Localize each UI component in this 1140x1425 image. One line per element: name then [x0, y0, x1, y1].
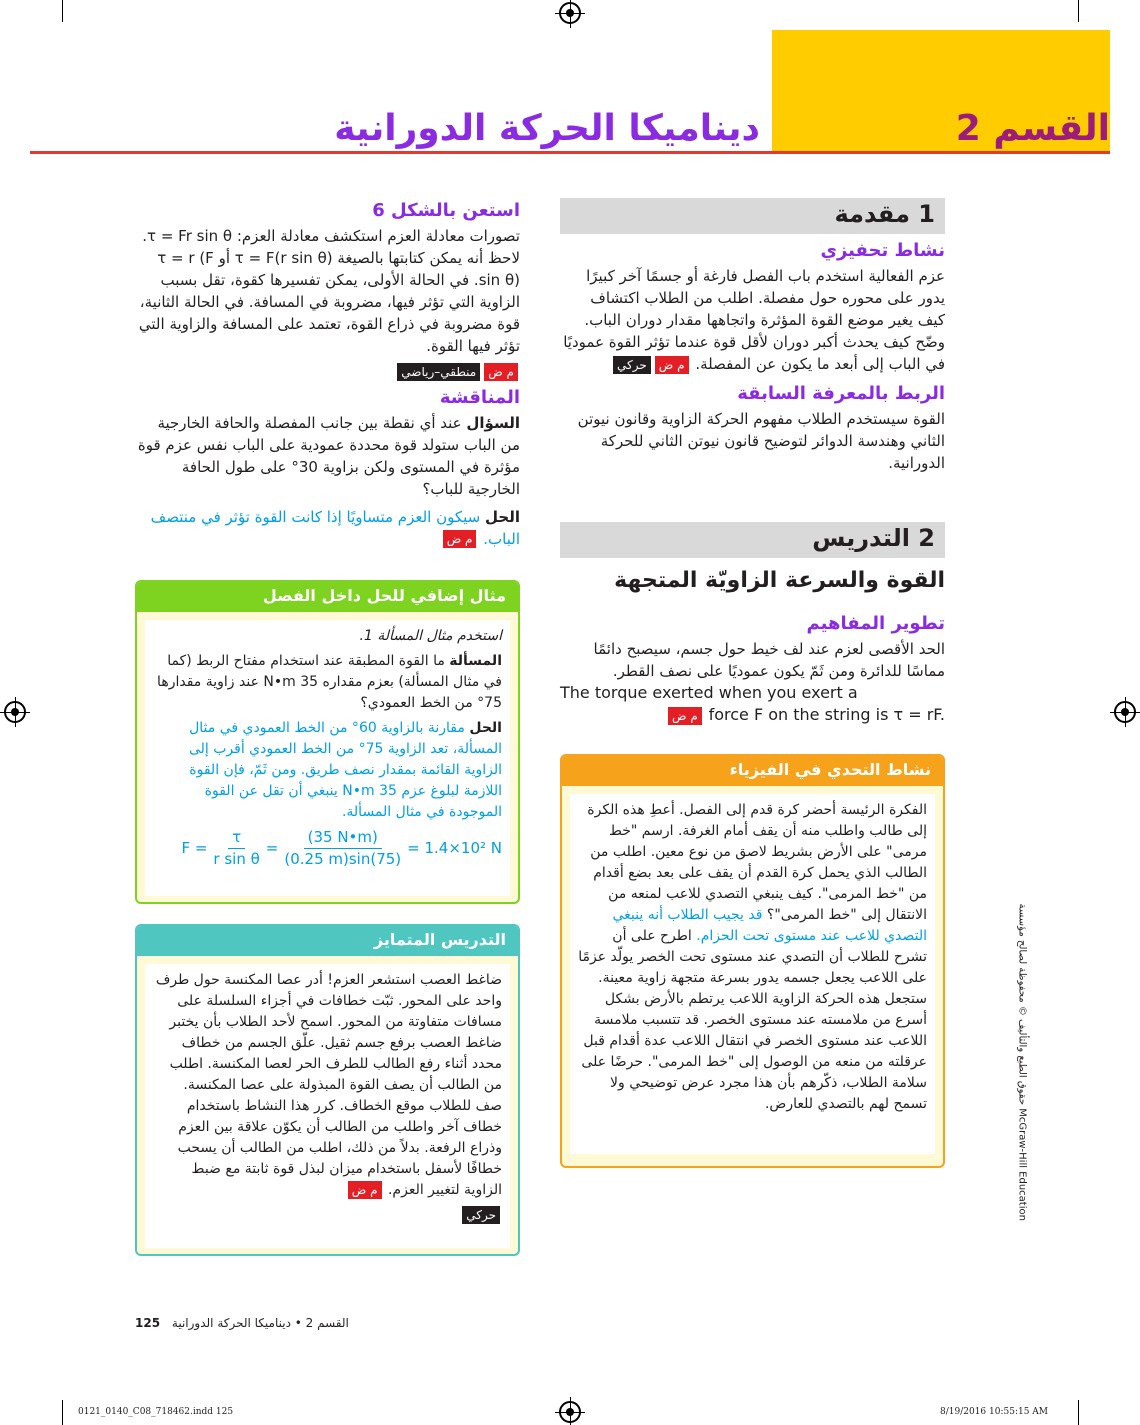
discussion-answer — [135, 506, 520, 550]
tag-ms: م ض — [484, 363, 518, 381]
formula-result: = 1.4×10² N — [407, 839, 502, 857]
figure-section — [135, 200, 520, 550]
physics-text-1: الفكرة الرئيسة أحضر كرة قدم إلى الفصل. أعطِ هذه الكرة إلى طالب واطلب منه أن يقف أمام الغرفة. ارسم "خط مرمى" على الأرض بشريط لاصق من نوع معين. اطلب من الطالب الذي يحمل كرة القدم أن يقف على بعد بضع أقدام من "خط المرمى". كيف ينبغي التصدي للاعب لمنعه من الانتقال إلى "خط المرمى"؟ — [587, 802, 927, 923]
prior-knowledge-heading: الربط بالمعرفة السابقة — [737, 383, 945, 404]
section-1-content — [560, 240, 945, 474]
concepts-formula-text: force F on the string is τ = rF. — [708, 705, 945, 724]
example-formula — [153, 827, 502, 870]
example-title: مثال إضافي للحل داخل الفصل — [137, 582, 518, 612]
question-label: السؤال — [466, 413, 520, 432]
differentiated-title: التدريس المتمايز — [137, 926, 518, 956]
section-2-header: 2 التدريس — [560, 522, 945, 558]
page-number: 125 — [135, 1316, 161, 1330]
prior-knowledge-body: القوة سيستخدم الطلاب مفهوم الحركة الزاوية وقانون نيوتن الثاني وهندسة الدوائر لتوضيح قانون نيوتن الثاني للحركة الدورانية. — [577, 410, 945, 472]
physics-answer: قد يجيب الطلاب أنه ينبغي التصدي للاعب عند مستوى تحت الحزام. — [612, 907, 927, 944]
physics-challenge-title: نشاط التحدي في الفيزياء — [562, 756, 943, 786]
copyright-side — [1012, 903, 1032, 1268]
example-intro: استخدم مثال المسألة 1. — [359, 628, 502, 644]
concepts-body-ar: الحد الأقصى لعزم عند لف خيط حول جسم، سيصبح دائمًا مماسًا للدائرة ومن ثَمّ يكون عموديًا على نصف القطر. — [593, 640, 945, 680]
example-a-label: الحل — [469, 720, 502, 736]
physics-challenge-body — [570, 794, 935, 1154]
registration-mark-icon — [559, 1401, 581, 1423]
formula-num-2: (35 N•m) — [304, 827, 382, 849]
tag-kinesthetic: حركي — [613, 356, 651, 374]
activity-body — [560, 265, 945, 375]
section-2-subtitle: القوة والسرعة الزاويّة المتجهة — [614, 568, 945, 593]
formula-num-1: τ — [228, 827, 245, 849]
concepts-body-en: The torque exerted when you exert a — [560, 683, 858, 702]
question-text: عند أي نقطة بين جانب المفصلة والحافة الخارجية من الباب ستولد قوة محددة عمودية على الباب نفس عزم قوة مؤثرة في المستوى ولكن بزاوية 30° على طول الحافة الخارجية للباب؟ — [137, 413, 520, 498]
crop-mark — [1078, 0, 1079, 22]
print-date-info: 8/19/2016 10:55:15 AM — [940, 1407, 1049, 1417]
example-question — [153, 651, 502, 714]
tag-ms: م ض — [443, 530, 477, 548]
physics-challenge-box — [560, 754, 945, 1168]
crop-mark — [62, 0, 63, 22]
example-a-text: مقارنة بالزاوية 60° من الخط العمودي في مثال المسألة، تعد الزاوية 75° من الخط العمودي أقرب إلى الزاوية القائمة بمقدار نصف طريق. ومن ثَمّ، فإن القوة اللازمة لبلوغ عزم 35 N•m ينبغي أن تقل عن القوة الموجودة في مثال المسألة. — [188, 720, 502, 820]
figure-heading: استعن بالشكل 6 — [372, 200, 520, 221]
tag-kinesthetic: حركي — [462, 1206, 500, 1224]
answer-label: الحل — [485, 507, 520, 526]
formula-lhs: F = — [181, 839, 208, 857]
registration-mark-icon — [4, 701, 26, 723]
formula-den-1: r sin θ — [213, 850, 260, 868]
example-q-text: ما القوة المطبقة عند استخدام مفتاح الربط (كما في مثال المسألة) بعزم مقداره 35 N•m عند زاوية مقدارها 75° من الخط العمودي؟ — [157, 653, 502, 711]
section-2-content — [560, 568, 945, 726]
activity-text: عزم الفعالية استخدم باب الفصل فارغة أو جسمًا آخر كبيرًا يدور على محوره حول مفصلة. اطلب من الطلاب اكتشاف كيف يغير موضع القوة المؤثرة واتجاهها مقدار دوران الباب. وضّح كيف يحدث أكبر دوران لأقل قوة عندما تؤثر القوة عموديًا في الباب إلى أبعد ما يكون عن المفصلة. — [563, 267, 945, 373]
example-q-label: المسألة — [449, 653, 502, 669]
figure-body: تصورات معادلة العزم استكشف معادلة العزم: τ = Fr sin θ. لاحظ أنه يمكن كتابتها بالصيغة τ = F(r sin θ) أو τ = r (F sin θ). في الحالة الأولى، يمكن تفسيرها كقوة، تقل بسبب الزاوية التي تؤثر فيها، مضروبة في المسافة. في الحالة الثانية، قوة مضروبة في ذراع القوة، تعتمد على المسافة والزاوية التي تؤثر فيها القوة. — [138, 227, 520, 355]
formula-eq: = — [265, 839, 279, 857]
formula-den-2: (0.25 m)sin(75) — [284, 850, 402, 868]
activity-heading: نشاط تحفيزي — [820, 240, 945, 261]
example-answer — [153, 718, 502, 823]
tag-logical: منطقي–رياضي — [397, 363, 480, 381]
crop-mark — [62, 1400, 63, 1425]
differentiated-text: ضاغط العصب استشعر العزم! أدر عصا المكنسة حول طرف واحد على المحور. ثبّت خطافات في أجزاء السلسلة على مسافات متفاوتة من المحور. اسمح لأحد الطلاب بأن يختبر ضاغط العصب برفع جسم ثقيل. علّق الجسم من خطاف محدد أثناء رفع الطالب للطرف الحر لعصا المكنسة. اطلب من الطالب أن يصف القوة المبذولة على عصا المكنسة. صف للطلاب موقع الخطاف. كرر هذا النشاط باستخدام خطاف آخر واطلب من الطالب أن يكوّن علاقة بين العزم وذراع الرفعة. بدلاً من ذلك، اطلب من الطالب أن يسحب خطافًا لأسفل باستخدام ميزان لبذل قوة ثابتة مع ضبط الزاوية لتغيير العزم. — [155, 972, 502, 1198]
section-1-header: 1 مقدمة — [560, 198, 945, 234]
concepts-heading: تطوير المفاهيم — [806, 613, 945, 634]
registration-mark-icon — [1114, 701, 1136, 723]
print-file-info: 0121_0140_C08_718462.indd 125 — [78, 1407, 234, 1417]
chapter-rule — [30, 151, 1110, 154]
chapter-title: ديناميكا الحركة الدورانية — [334, 108, 760, 149]
copyright-text: حقوق الطبع والتأليف © محفوظة لصالح مؤسسة McGraw-Hill Education — [1016, 903, 1028, 1221]
example-box — [135, 580, 520, 904]
tag-ms: م ض — [655, 356, 689, 374]
crop-mark — [1078, 1400, 1079, 1425]
differentiated-box — [135, 924, 520, 1256]
physics-text-2: اطرح على أن تشرح للطلاب أن التصدي عند مستوى تحت الخصر يولّد عزمًا على اللاعب يجعل جسمه يدور بسرعة متجهة زاوية معينة. ستجعل هذه الحركة الزاوية اللاعب يرتطم بالأرض بشكل أسرع من ملامسته عند مستوى الخصر. قد تتسبب ملامسة اللاعب عند مستوى الخصر في انتقال اللاعب عدة أقدام قبل عرقلته من منعه من الوصول إلى "خط المرمى". حرضًا على سلامة الطلاب، ذكّرهم بأن هذا مجرد عرض توضيحي ولا تسمح لهم بالتصدي للعارض. — [578, 928, 927, 1112]
chapter-label: القسم 2 — [955, 108, 1110, 149]
footer-text: القسم 2 • ديناميكا الحركة الدورانية — [171, 1316, 349, 1330]
concepts-body-en2 — [560, 704, 945, 726]
formula-fraction-1 — [213, 827, 259, 870]
tag-ms: م ض — [348, 1181, 382, 1199]
formula-fraction-2 — [284, 827, 401, 870]
tag-ms: م ض — [668, 707, 702, 725]
discussion-question — [135, 412, 520, 500]
answer-text: سيكون العزم متساويًا إذا كانت القوة تؤثر في منتصف الباب. — [150, 507, 520, 548]
differentiated-body — [145, 964, 510, 1248]
example-body — [145, 620, 510, 896]
registration-mark-icon — [559, 2, 581, 24]
page-footer — [135, 1316, 349, 1330]
discussion-heading: المناقشة — [439, 386, 520, 408]
